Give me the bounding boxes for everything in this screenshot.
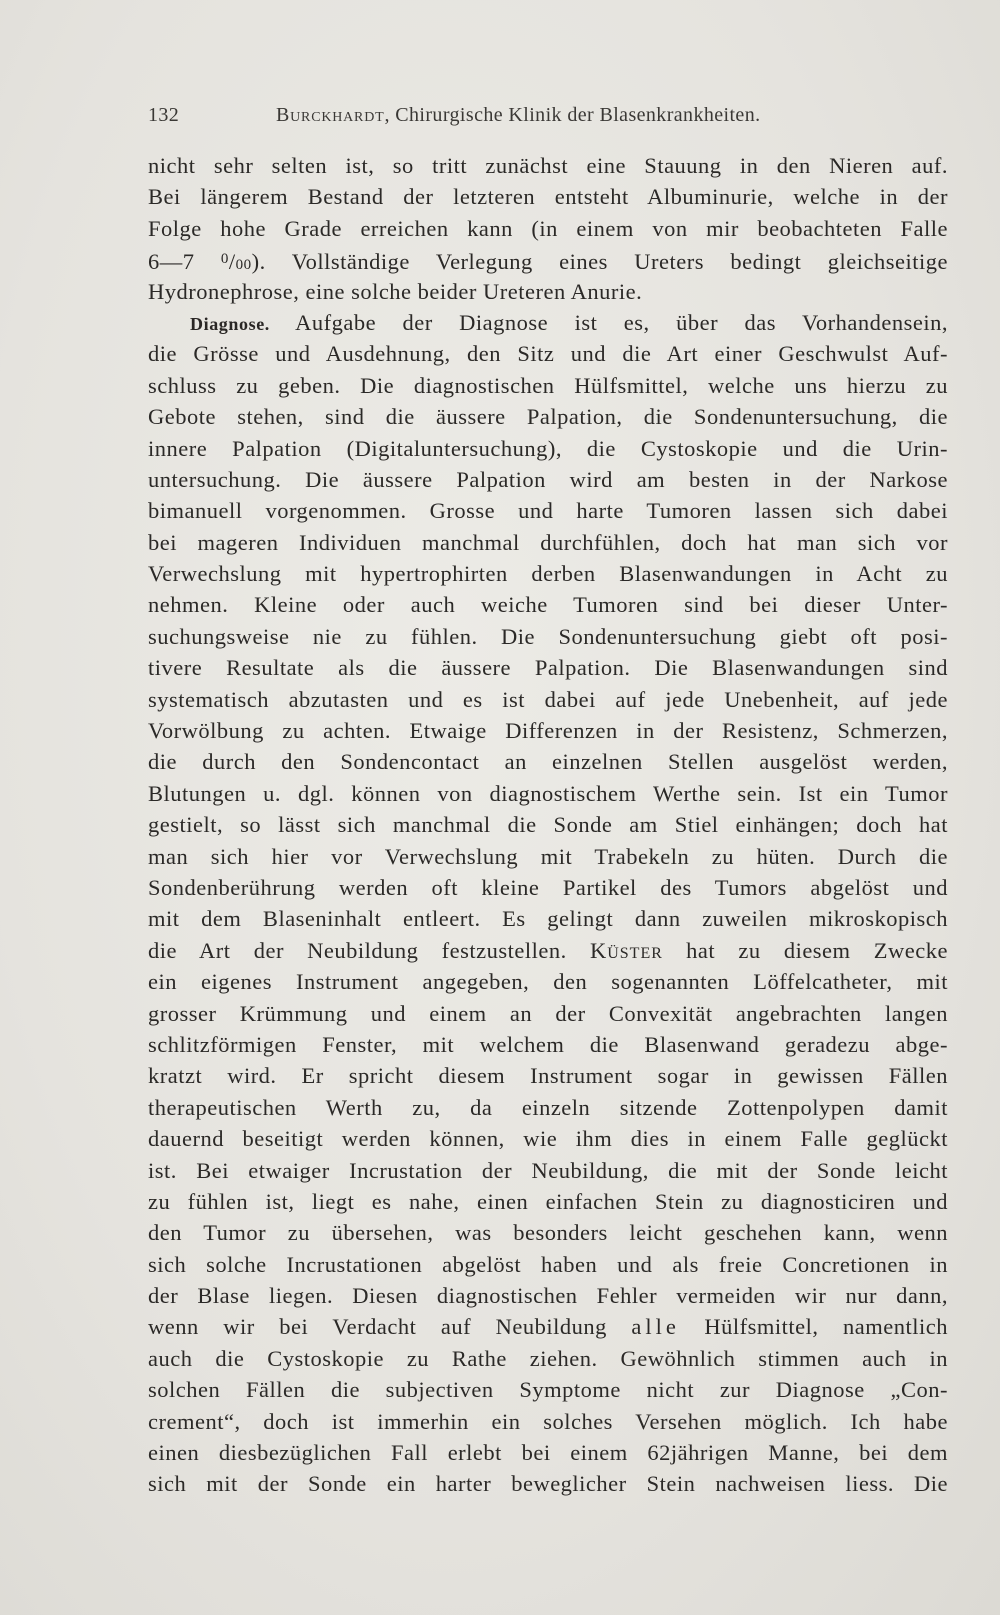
text-line: Blutungen u. dgl. können von diagnostischem Werthe sein. Ist ein Tumor (148, 780, 948, 806)
text-line (148, 935, 948, 966)
text-line: der Blase liegen. Diesen diagnostischen Fehler vermeiden wir nur dann, (148, 1283, 948, 1309)
emphasized-word: alle (631, 1314, 680, 1340)
text-line: schluss zu geben. Die diagnostischen Hülfsmittel, welche uns hierzu zu (148, 372, 948, 398)
text-line: nehmen. Kleine oder auch weiche Tumoren sind bei dieser Unter- (148, 592, 948, 618)
text-line (148, 244, 948, 275)
text-line: bimanuell vorgenommen. Grosse und harte Tumoren lassen sich dabei (148, 498, 948, 524)
body-text (148, 150, 948, 1500)
text-run: 6—7 (148, 249, 221, 275)
text-line: mit dem Blaseninhalt entleert. Es gelingt dann zuweilen mikroskopisch (148, 906, 948, 932)
permille-slash: / (228, 249, 236, 275)
page-header (148, 98, 848, 132)
text-line: Verwechslung mit hypertrophirten derben Blasenwandungen in Acht zu (148, 561, 948, 587)
text-line: Bei längerem Bestand der letzteren entsteht Albuminurie, welche in der (148, 184, 948, 210)
permille-denominator: 00 (235, 257, 252, 274)
section-heading: Diagnose. (190, 313, 270, 334)
text-line: Hydronephrose, eine solche beider Ureteren Anurie. (148, 278, 643, 304)
text-line: innere Palpation (Digitaluntersuchung), die Cystoskopie und die Urin- (148, 435, 948, 461)
text-line: systematisch abzutasten und es ist dabei auf jede Unebenheit, auf jede (148, 686, 948, 712)
running-head-author: Burckhardt (276, 104, 385, 126)
text-line: einen diesbezüglichen Fall erlebt bei einem 62jährigen Manne, bei dem (148, 1440, 948, 1466)
text-run: ). Vollständige Verlegung eines Ureters bedingt gleichseitige (251, 249, 948, 275)
text-line: sich mit der Sonde ein harter beweglicher Stein nachweisen liess. Die (148, 1471, 948, 1497)
permille-numerator: 0 (220, 251, 229, 268)
text-line: zu fühlen ist, liegt es nahe, einen einfachen Stein zu diagnosticiren und (148, 1188, 948, 1214)
text-line: den Tumor zu übersehen, was besonders leicht geschehen kann, wenn (148, 1220, 948, 1246)
text-line: untersuchung. Die äussere Palpation wird am besten in der Narkose (148, 466, 948, 492)
text-line: Gebote stehen, sind die äussere Palpation, die Sondenuntersuchung, die (148, 404, 948, 430)
text-line: Folge hohe Grade erreichen kann (in einem von mir beobachteten Falle (148, 215, 948, 241)
running-head (276, 98, 761, 132)
text-line: die durch den Sondencontact an einzelnen Stellen ausgelöst werden, (148, 749, 948, 775)
text-line: dauernd beseitigt werden können, wie ihm dies in einem Falle geglückt (148, 1126, 948, 1152)
text-line: auch die Cystoskopie zu Rathe ziehen. Gewöhnlich stimmen auch in (148, 1345, 948, 1371)
text-line: schlitzförmigen Fenster, mit welchem die Blasenwand geradezu abge- (148, 1031, 948, 1057)
text-line: solchen Fällen die subjectiven Symptome nicht zur Diagnose „Con- (148, 1377, 948, 1403)
text-line: therapeutischen Werth zu, da einzeln sitzende Zottenpolypen damit (148, 1094, 948, 1120)
text-line: Sondenberührung werden oft kleine Partikel des Tumors abgelöst und (148, 874, 948, 900)
text-line (148, 1311, 948, 1342)
text-line: grosser Krümmung und einem an der Convexität angebrachten langen (148, 1000, 948, 1026)
text-line: tivere Resultate als die äussere Palpation. Die Blasenwandungen sind (148, 655, 948, 681)
text-line: man sich hier vor Verwechslung mit Trabekeln zu hüten. Durch die (148, 843, 948, 869)
text-run: die Art der Neubildung festzustellen. (148, 937, 590, 963)
text-run: hat zu diesem Zwecke (662, 937, 948, 963)
text-line: bei mageren Individuen manchmal durchfühlen, doch hat man sich vor (148, 529, 948, 555)
text-line: Vorwölbung zu achten. Etwaige Differenzen in der Resistenz, Schmerzen, (148, 718, 948, 744)
text-line (148, 307, 948, 338)
text-line: ein eigenes Instrument angegeben, den sogenannten Löffelcatheter, mit (148, 969, 948, 995)
running-head-title: , Chirurgische Klinik der Blasenkrankheiten. (384, 104, 761, 126)
text-line: crement“, doch ist immerhin ein solches Versehen möglich. Ich habe (148, 1408, 948, 1434)
text-run: wenn wir bei Verdacht auf Neubildung (148, 1314, 632, 1340)
text-line: gestielt, so lässt sich manchmal die Sonde am Stiel einhängen; doch hat (148, 812, 948, 838)
text-line: die Grösse und Ausdehnung, den Sitz und die Art einer Geschwulst Auf- (148, 341, 948, 367)
text-run: Aufgabe der Diagnose ist es, über das Vorhandensein, (269, 309, 948, 335)
text-line: sich solche Incrustationen abgelöst haben und als freie Concretionen in (148, 1251, 948, 1277)
text-line: nicht sehr selten ist, so tritt zunächst eine Stauung in den Nieren auf. (148, 153, 948, 178)
author-name-kuester: Küster (589, 937, 663, 963)
page-number: 132 (148, 104, 180, 126)
text-line: ist. Bei etwaiger Incrustation der Neubildung, die mit der Sonde leicht (148, 1157, 948, 1183)
text-line: suchungsweise nie zu fühlen. Die Sondenuntersuchung giebt oft posi- (148, 623, 948, 649)
text-run: Hülfsmittel, namentlich (679, 1314, 948, 1340)
text-line: kratzt wird. Er spricht diesem Instrument sogar in gewissen Fällen (148, 1063, 948, 1089)
